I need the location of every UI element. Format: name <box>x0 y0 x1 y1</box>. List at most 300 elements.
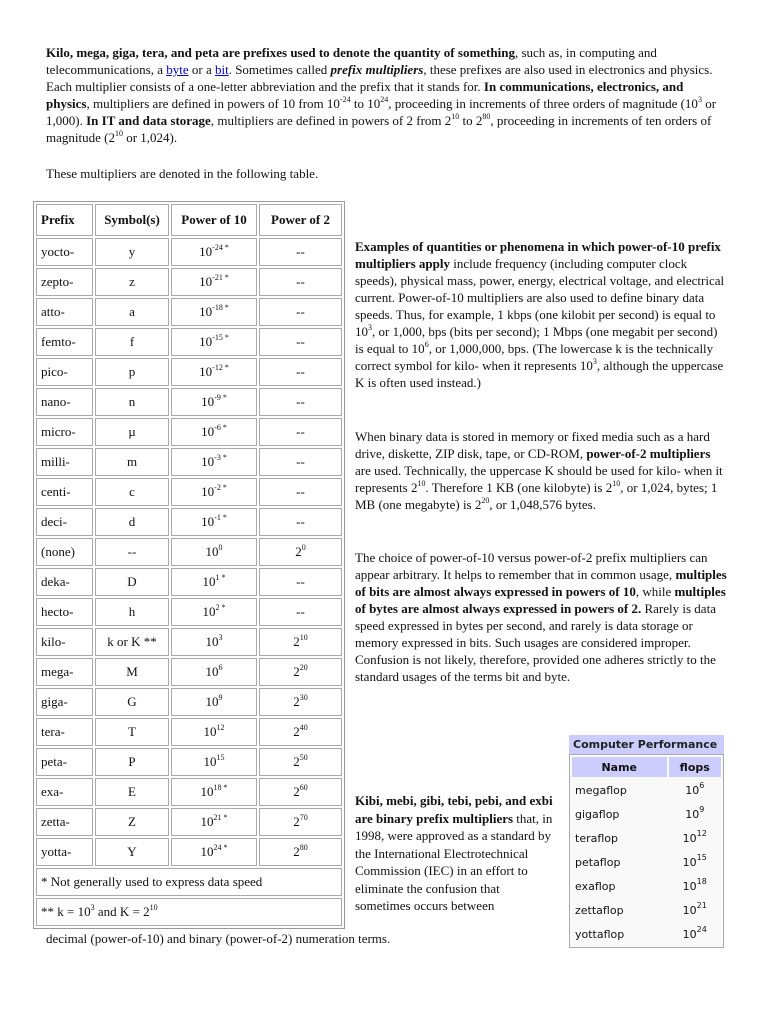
prefix-cell: exa- <box>36 778 93 806</box>
base-ten: 10 <box>200 814 214 829</box>
power-of-10-cell <box>171 718 257 746</box>
table-row <box>36 628 342 656</box>
examples-lead-bold: Examples of quantities or phenomena in which power-of-10 prefix multipliers apply <box>355 239 721 271</box>
exponent: 20 <box>481 495 490 505</box>
power-of-10-cell <box>171 358 257 386</box>
prefix-cell: deka- <box>36 568 93 596</box>
power-of-2-cell <box>259 478 342 506</box>
exponent-value: -18 <box>212 302 223 312</box>
base-two: 2 <box>293 694 300 709</box>
power-of-2-cell <box>259 748 342 776</box>
symbol-cell: -- <box>95 538 169 566</box>
exponent: 10 <box>612 478 621 488</box>
exponent: 10 <box>149 902 158 912</box>
prefix-cell: (none) <box>36 538 93 566</box>
perf-name-cell: megaflop <box>575 783 627 797</box>
paragraph-text: are used. Technically, the uppercase K should be used for kilo- when it represents 2 <box>355 463 723 495</box>
base-ten: 10 <box>203 724 217 739</box>
exponent-value: -21 <box>212 272 223 282</box>
table-row <box>572 875 721 897</box>
footnote-star: * <box>220 392 227 402</box>
intro-text: , such as, in computing and telecommunications, a <box>46 45 657 77</box>
header-power-of-10: Power of 10 <box>171 204 257 236</box>
exponent-value: 3 <box>218 632 223 642</box>
base-ten: 10 <box>682 927 697 941</box>
exponent-value: 9 <box>218 692 223 702</box>
exponent: 21 <box>696 900 707 910</box>
bit-link[interactable]: bit <box>214 62 229 77</box>
base-two: -- <box>296 574 305 589</box>
base-ten: 10 <box>201 394 215 409</box>
base-two: -- <box>296 454 305 469</box>
base-ten: 10 <box>682 903 697 917</box>
base-ten: 10 <box>205 664 219 679</box>
power-of-10-cell <box>171 568 257 596</box>
base-two: 2 <box>293 814 300 829</box>
power-of-10-cell <box>171 538 257 566</box>
exponent: 10 <box>299 632 308 642</box>
power-of-10-cell <box>171 598 257 626</box>
base-two: -- <box>296 394 305 409</box>
exponent: 15 <box>696 852 707 862</box>
bits-bold: multiples of bits are almost always expressed in powers of 10 <box>355 567 727 599</box>
prefix-cell: zetta- <box>36 808 93 836</box>
power-of-2-cell <box>259 418 342 446</box>
base-two: -- <box>296 604 305 619</box>
power-of-2-cell <box>259 538 342 566</box>
power-of-10-cell <box>171 748 257 776</box>
prefix-table-body <box>36 238 342 866</box>
power-of-10-cell <box>171 778 257 806</box>
perf-flops-cell <box>669 827 722 849</box>
footnote-star: * <box>219 602 226 612</box>
paragraph-text: , or 1,000, bps (bits per second); 1 Mbps (one megabit per second) is equal to 10 <box>355 324 718 356</box>
symbol-cell: µ <box>95 418 169 446</box>
footnote-star: * <box>221 812 228 822</box>
power-of-10-cell <box>171 328 257 356</box>
prefix-cell: zepto- <box>36 268 93 296</box>
symbol-cell: d <box>95 508 169 536</box>
exponent: 10 <box>114 128 123 138</box>
table-row <box>572 851 721 873</box>
base-two: -- <box>296 244 305 259</box>
base-ten: 10 <box>685 807 700 821</box>
footnote-star: * <box>222 272 229 282</box>
base-two: 2 <box>293 724 300 739</box>
perf-name-cell: yottaflop <box>575 927 625 941</box>
exponent-value: -15 <box>212 332 223 342</box>
table-row <box>36 508 342 536</box>
header-name: Name <box>572 757 667 777</box>
header-flops: flops <box>669 757 722 777</box>
header-power-of-2: Power of 2 <box>259 204 342 236</box>
prefix-table <box>33 201 345 929</box>
exponent <box>217 723 225 732</box>
prefix-cell: yocto- <box>36 238 93 266</box>
intro-text: or 1,024). <box>122 130 178 145</box>
power-of-10-cell <box>171 508 257 536</box>
base-ten: 10 <box>205 694 219 709</box>
paragraph-text: , or 1,024, bytes; 1 MB (one megabyte) is 2 <box>355 480 718 512</box>
exponent <box>214 813 228 822</box>
prefix-cell: kilo- <box>36 628 93 656</box>
exponent <box>212 243 229 252</box>
footnote-star: * <box>221 782 228 792</box>
intro-text: or a <box>188 62 215 77</box>
kibi-lead-bold: Kibi, mebi, gibi, tebi, pebi, and exbi are binary prefix multipliers <box>355 793 553 826</box>
exponent <box>217 753 225 762</box>
exponent <box>219 693 223 702</box>
exponent <box>219 543 223 552</box>
symbol-cell: M <box>95 658 169 686</box>
base-ten: 10 <box>199 244 213 259</box>
table-row <box>36 688 342 716</box>
paragraph-text: When binary data is stored in memory or fixed media such as a hard drive, diskette, ZIP disk, tape, or CD-ROM, <box>355 429 710 461</box>
byte-link[interactable]: byte <box>166 62 189 77</box>
power-of-2-cell <box>259 718 342 746</box>
power-of-10-cell <box>171 808 257 836</box>
base-ten: 10 <box>199 364 213 379</box>
paragraph-text: , or 1,000,000, bps. (The lowercase k is the technically correct symbol for kilo- when it represents 10 <box>355 341 714 373</box>
exponent-value: 6 <box>218 662 223 672</box>
exponent <box>214 513 227 522</box>
base-ten: 10 <box>200 784 214 799</box>
base-ten: 10 <box>199 334 213 349</box>
exponent <box>216 603 226 612</box>
perf-name-cell: zettaflop <box>575 903 624 917</box>
power-of-2-cell <box>259 688 342 716</box>
exponent-value: -12 <box>212 362 223 372</box>
table-row <box>572 899 721 921</box>
symbol-cell: G <box>95 688 169 716</box>
base-two: -- <box>296 424 305 439</box>
power-of-10-cell <box>171 418 257 446</box>
table-row <box>36 718 342 746</box>
base-ten: 10 <box>202 574 216 589</box>
power-of-2-cell <box>259 778 342 806</box>
exponent: 0 <box>301 542 306 552</box>
base-two: -- <box>296 514 305 529</box>
table-row <box>572 803 721 825</box>
base-ten: 10 <box>199 274 213 289</box>
base-two: 2 <box>293 664 300 679</box>
exponent: 24 <box>696 924 707 934</box>
symbol-cell: P <box>95 748 169 776</box>
intro-text: , proceeding in increments of three orders of magnitude (10 <box>388 96 698 111</box>
base-two: -- <box>296 304 305 319</box>
prefix-multipliers-term: prefix multipliers <box>330 62 424 77</box>
prefix-cell: milli- <box>36 448 93 476</box>
prefix-cell: tera- <box>36 718 93 746</box>
footnote-star: * <box>220 482 227 492</box>
perf-name-cell: gigaflop <box>575 807 620 821</box>
exponent: 6 <box>424 339 429 349</box>
footnote-star: * <box>222 332 229 342</box>
exponent: 3 <box>368 322 372 332</box>
power-of-2-cell <box>259 808 342 836</box>
power-of-2-cell <box>259 838 342 866</box>
examples-paragraph <box>355 238 727 391</box>
footnote-text: ** k = 10 <box>41 904 91 919</box>
exponent-value: 0 <box>218 542 223 552</box>
exponent <box>214 393 227 402</box>
paragraph-text: include frequency (including computer clock speeds), physical mass, power, energy, electrical voltage, and electrical current. Power-of-10 multipliers are also used to define binary data speeds. Thus, for example, 1 kbps (one kilobit per second) is equal to 10 <box>355 256 725 339</box>
paragraph-text: , while <box>635 584 675 599</box>
table-row <box>36 268 342 296</box>
binary-storage-paragraph <box>355 428 727 513</box>
perf-table-body <box>572 779 721 945</box>
perf-name-cell: exaflop <box>575 879 616 893</box>
intro-bold-communications: In communications, electronics, and physics <box>46 79 684 111</box>
power-of-2-cell <box>259 268 342 296</box>
power-of-10-cell <box>171 478 257 506</box>
perf-flops-cell <box>669 899 722 921</box>
symbol-cell: m <box>95 448 169 476</box>
exponent: 60 <box>299 782 308 792</box>
exponent: 80 <box>482 111 491 121</box>
symbol-cell: T <box>95 718 169 746</box>
intro-text: , these prefixes are also used in electronics and physics. Each multiplier consists of a one-letter abbreviation and the prefix that it stands for. <box>46 62 713 94</box>
paragraph-text: . Therefore 1 KB (one kilobyte) is 2 <box>425 480 613 495</box>
power-of-10-cell <box>171 388 257 416</box>
exponent-value: 1 <box>215 572 220 582</box>
symbol-cell: c <box>95 478 169 506</box>
exponent: 50 <box>299 752 308 762</box>
base-two: -- <box>296 364 305 379</box>
exponent: 30 <box>299 692 308 702</box>
computer-performance-table <box>569 735 724 948</box>
base-ten: 10 <box>200 844 214 859</box>
exponent-value: 2 <box>215 602 220 612</box>
exponent: 40 <box>299 722 308 732</box>
table-row <box>36 478 342 506</box>
prefix-cell: femto- <box>36 328 93 356</box>
symbol-cell: z <box>95 268 169 296</box>
footnote-star: * <box>219 572 226 582</box>
perf-flops-cell <box>669 875 722 897</box>
base-two: 2 <box>293 844 300 859</box>
prefix-cell: hecto- <box>36 598 93 626</box>
table-row <box>36 358 342 386</box>
exponent-value: 24 <box>213 842 222 852</box>
power-of-2-cell <box>259 298 342 326</box>
table-row <box>36 538 342 566</box>
intro-text: , proceeding in increments of ten orders of magnitude (2 <box>46 113 712 145</box>
base-two: -- <box>296 334 305 349</box>
exponent-value: 15 <box>216 752 225 762</box>
exponent-value: 21 <box>213 812 222 822</box>
paragraph-text: Rarely is data speed expressed in bytes per second, and rarely is data storage or memory expressed in bits. Such usages are considered improper. Confusion is not likely, therefore, provided one adheres strictly to the standard usages of the terms bit and byte. <box>355 601 716 684</box>
base-ten: 10 <box>685 783 700 797</box>
exponent: 80 <box>299 842 308 852</box>
exponent <box>212 303 229 312</box>
table-row <box>572 923 721 945</box>
power-of-10-cell <box>171 628 257 656</box>
exponent-value: -2 <box>214 482 221 492</box>
table-row <box>36 448 342 476</box>
exponent: 18 <box>696 876 707 886</box>
base-two: 2 <box>293 784 300 799</box>
prefix-cell: nano- <box>36 388 93 416</box>
exponent-value: -9 <box>214 392 221 402</box>
power-of-10-cell <box>171 838 257 866</box>
exponent-value: 12 <box>216 722 225 732</box>
table-row <box>36 328 342 356</box>
power-of-2-cell <box>259 658 342 686</box>
table-row <box>572 827 721 849</box>
symbol-cell: y <box>95 238 169 266</box>
paragraph-text: that, in 1998, were approved as a standard by the International Electrotechnical Commission (IEC) in an effort to eliminate the confusion that sometimes occurs between <box>355 810 553 913</box>
exponent: 70 <box>299 812 308 822</box>
footnote-star: * <box>221 842 228 852</box>
symbol-cell: n <box>95 388 169 416</box>
kibi-paragraph <box>355 792 555 915</box>
prefix-cell: giga- <box>36 688 93 716</box>
power-of-10-cell <box>171 658 257 686</box>
intro-text: . Sometimes called <box>228 62 331 77</box>
base-ten: 10 <box>682 855 697 869</box>
power-of-2-cell <box>259 628 342 656</box>
base-ten: 10 <box>205 544 219 559</box>
exponent <box>212 363 229 372</box>
power-of-2-cell <box>259 448 342 476</box>
base-two: 2 <box>293 634 300 649</box>
header-prefix: Prefix <box>36 204 93 236</box>
prefix-cell: pico- <box>36 358 93 386</box>
table-row <box>36 388 342 416</box>
paragraph-text: The choice of power-of-10 versus power-of-2 prefix multipliers can appear arbitrary. It helps to remember that in common usage, <box>355 550 708 582</box>
intro-text: to 2 <box>459 113 483 128</box>
intro-paragraph <box>46 44 726 146</box>
table-row <box>36 838 342 866</box>
power-of-10-cell <box>171 268 257 296</box>
exponent-value: -24 <box>212 242 223 252</box>
exponent: 6 <box>699 780 705 790</box>
table-row <box>36 778 342 806</box>
footnote-star: * <box>222 242 229 252</box>
power-of-2-bold: power-of-2 multipliers <box>586 446 711 461</box>
perf-header-row <box>572 757 721 777</box>
footnote-star: * <box>220 512 227 522</box>
exponent <box>212 273 229 282</box>
exponent-value: 18 <box>213 782 222 792</box>
bytes-bold: multiples of bytes are almost always expressed in powers of 2. <box>355 584 726 616</box>
base-ten: 10 <box>201 454 215 469</box>
power-of-2-cell <box>259 598 342 626</box>
intro-text: , multipliers are defined in powers of 2 from 2 <box>210 113 452 128</box>
exponent: 12 <box>696 828 707 838</box>
symbol-cell: a <box>95 298 169 326</box>
power-of-2-cell <box>259 238 342 266</box>
symbol-cell: p <box>95 358 169 386</box>
exponent <box>214 423 227 432</box>
table-row <box>36 238 342 266</box>
power-of-2-cell <box>259 328 342 356</box>
table-row <box>572 779 721 801</box>
prefix-cell: deci- <box>36 508 93 536</box>
table-row <box>36 808 342 836</box>
exponent <box>214 453 227 462</box>
exponent-value: -6 <box>214 422 221 432</box>
symbol-cell: k or K ** <box>95 628 169 656</box>
base-ten: 10 <box>203 754 217 769</box>
exponent: 3 <box>697 94 702 104</box>
exponent <box>216 573 226 582</box>
prefix-cell: micro- <box>36 418 93 446</box>
perf-name-cell: teraflop <box>575 831 618 845</box>
base-ten: 10 <box>202 604 216 619</box>
prefix-cell: atto- <box>36 298 93 326</box>
exponent: 3 <box>90 902 95 912</box>
prefix-cell: yotta- <box>36 838 93 866</box>
footnote-star: * <box>222 362 229 372</box>
power-of-2-cell <box>259 358 342 386</box>
base-ten: 10 <box>682 831 697 845</box>
footnote-row <box>36 898 342 926</box>
base-ten: 10 <box>682 879 697 893</box>
kibi-paragraph-end: decimal (power-of-10) and binary (power-of-2) numeration terms. <box>46 931 391 946</box>
power-of-2-cell <box>259 388 342 416</box>
power-of-10-cell <box>171 448 257 476</box>
base-two: -- <box>296 274 305 289</box>
footnote-star: * <box>222 302 229 312</box>
intro-text: to 10 <box>350 96 381 111</box>
symbol-cell: Y <box>95 838 169 866</box>
prefix-table-header-row <box>36 204 342 236</box>
perf-flops-cell <box>669 803 722 825</box>
exponent <box>212 333 229 342</box>
exponent: 10 <box>417 478 426 488</box>
base-two: 2 <box>295 544 302 559</box>
exponent-value: -1 <box>214 512 221 522</box>
footnote-text: and K = 2 <box>94 904 150 919</box>
intro-bold-it: In IT and data storage <box>86 113 211 128</box>
exponent: 24 <box>380 94 389 104</box>
table-row <box>36 598 342 626</box>
power-of-2-cell <box>259 568 342 596</box>
perf-flops-cell <box>669 923 722 945</box>
exponent <box>219 633 223 642</box>
exponent <box>214 483 227 492</box>
footnote-row <box>36 868 342 896</box>
intro-text: , multipliers are defined in powers of 10 from 10 <box>86 96 340 111</box>
choice-paragraph <box>355 549 727 685</box>
exponent: 9 <box>699 804 705 814</box>
exponent <box>214 783 228 792</box>
power-of-10-cell <box>171 238 257 266</box>
exponent-value: -3 <box>214 452 221 462</box>
paragraph-text: , although the uppercase K is often used instead.) <box>355 358 724 390</box>
header-symbol: Symbol(s) <box>95 204 169 236</box>
base-ten: 10 <box>201 424 215 439</box>
base-two: 2 <box>293 754 300 769</box>
table-row <box>36 298 342 326</box>
exponent: 10 <box>451 111 460 121</box>
perf-table-caption: Computer Performance <box>569 735 724 754</box>
paragraph-text: , or 1,048,576 bytes. <box>489 497 596 512</box>
footnote-star: * <box>220 452 227 462</box>
perf-flops-cell <box>669 779 722 801</box>
symbol-cell: D <box>95 568 169 596</box>
prefix-cell: peta- <box>36 748 93 776</box>
perf-name-cell: petaflop <box>575 855 621 869</box>
symbol-cell: E <box>95 778 169 806</box>
symbol-cell: f <box>95 328 169 356</box>
intro-lead-bold: Kilo, mega, giga, tera, and peta are prefixes used to denote the quantity of something <box>46 45 515 60</box>
table-row <box>36 568 342 596</box>
symbol-cell: h <box>95 598 169 626</box>
perf-flops-cell <box>669 851 722 873</box>
